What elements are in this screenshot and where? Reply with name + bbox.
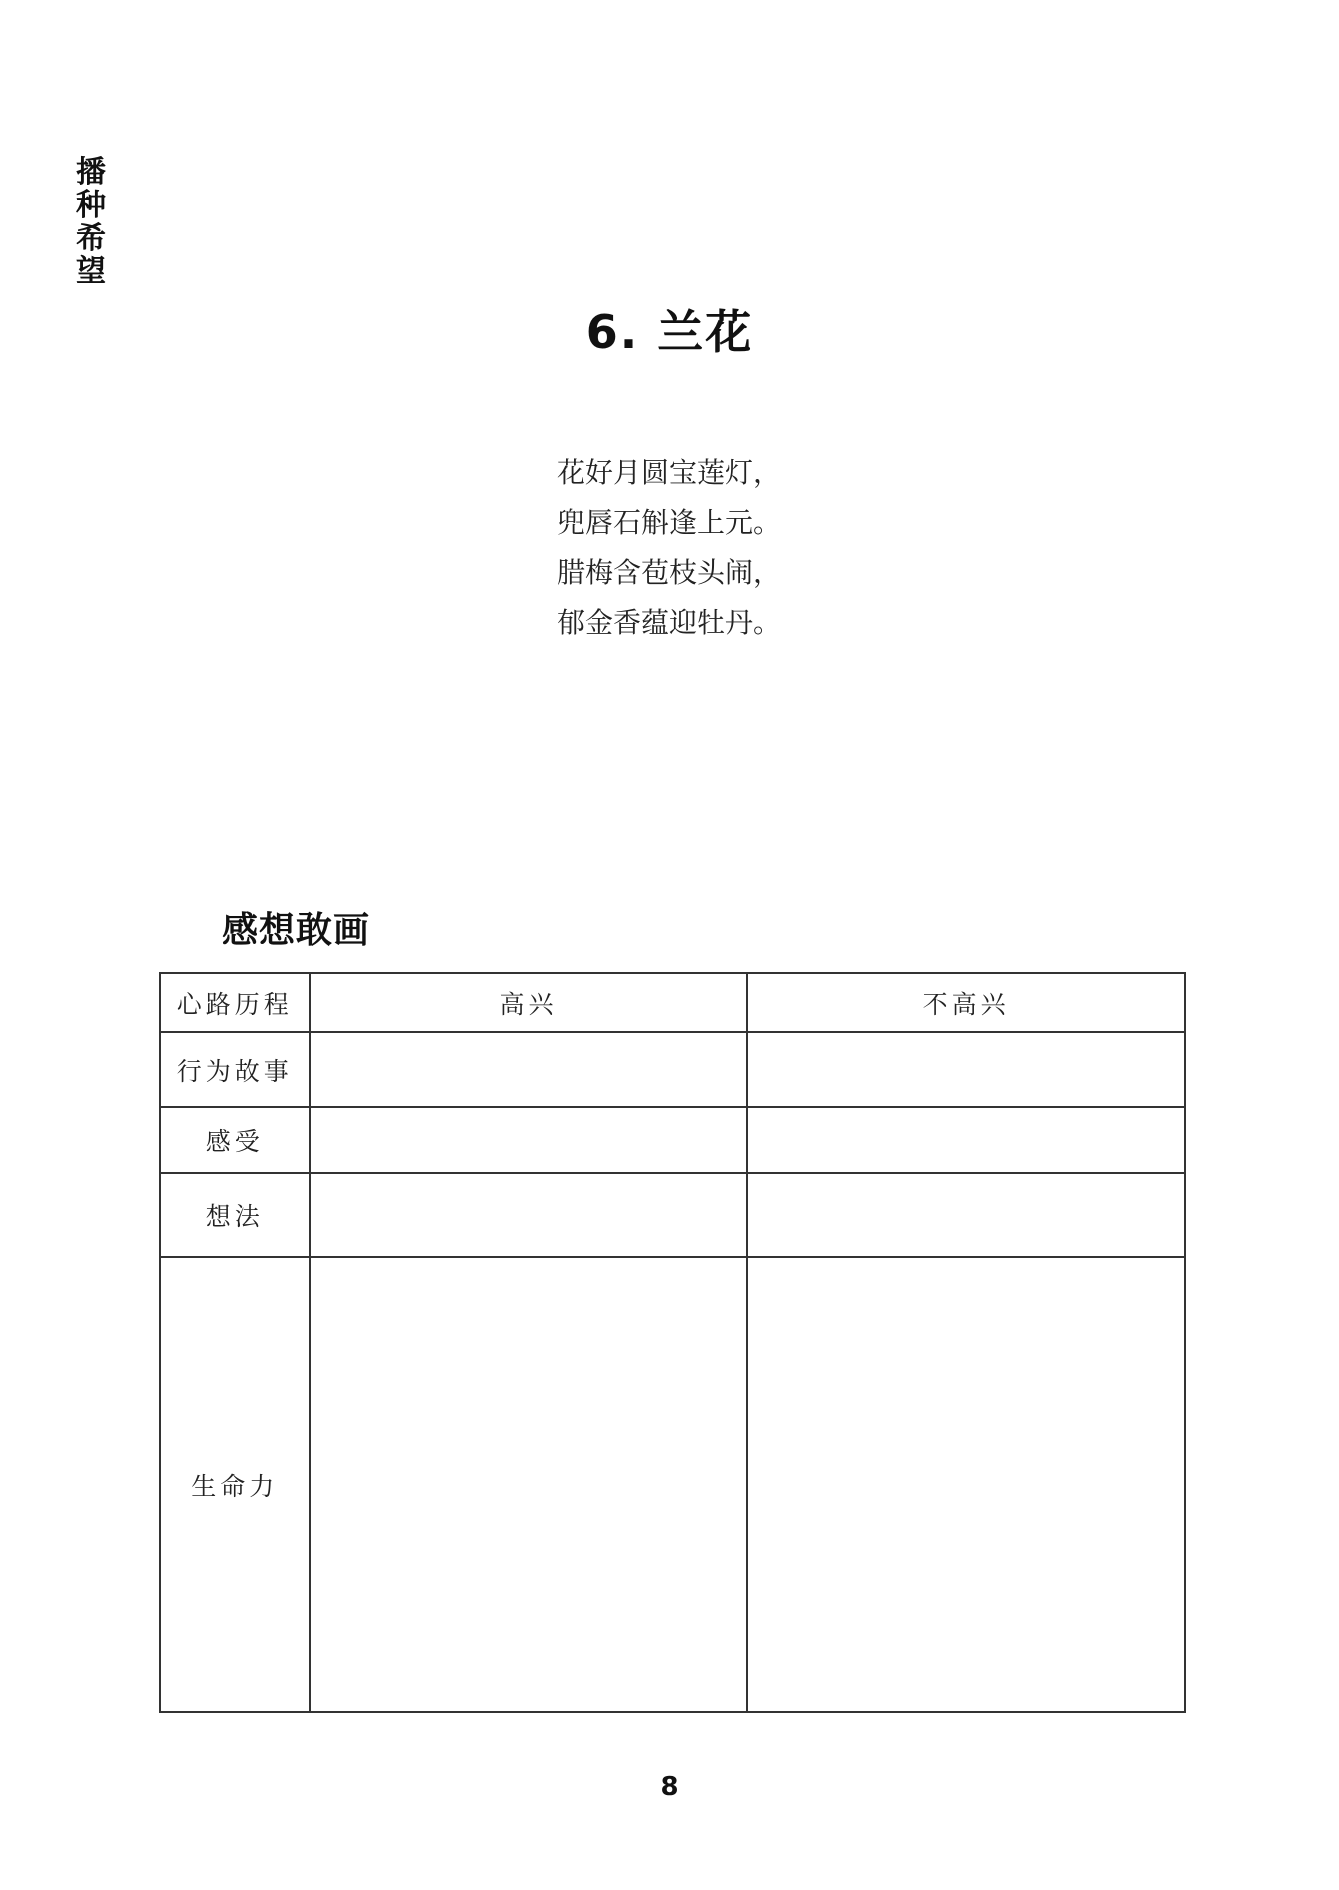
side-label-char: 望 bbox=[76, 254, 106, 289]
table-row bbox=[160, 1257, 1185, 1712]
drawing-cell-unhappy[interactable] bbox=[747, 1257, 1185, 1712]
page-number: 8 bbox=[660, 1772, 679, 1802]
side-series-label bbox=[74, 156, 108, 288]
side-label-char: 希 bbox=[76, 221, 106, 256]
answer-cell-happy[interactable] bbox=[310, 1107, 748, 1173]
poem-line: 腊梅含苞枝头闹， bbox=[557, 556, 782, 589]
page-title: 6. 兰花 bbox=[585, 305, 754, 359]
side-label-char: 种 bbox=[76, 188, 106, 223]
header-cell-journey: 心路历程 bbox=[160, 973, 310, 1032]
table-header-row bbox=[160, 973, 1185, 1032]
row-label: 想法 bbox=[160, 1173, 310, 1257]
answer-cell-unhappy[interactable] bbox=[747, 1032, 1185, 1107]
row-label: 生命力 bbox=[160, 1257, 310, 1712]
poem bbox=[557, 448, 781, 648]
poem-line: 花好月圆宝莲灯， bbox=[557, 456, 782, 489]
header-cell-unhappy: 不高兴 bbox=[747, 973, 1185, 1032]
table-row bbox=[160, 1032, 1185, 1107]
answer-cell-happy[interactable] bbox=[310, 1032, 748, 1107]
row-label: 感受 bbox=[160, 1107, 310, 1173]
row-label: 行为故事 bbox=[160, 1032, 310, 1107]
table-row bbox=[160, 1173, 1185, 1257]
drawing-cell-happy[interactable] bbox=[310, 1257, 748, 1712]
section-title: 感想敢画 bbox=[222, 910, 371, 951]
reflection-table bbox=[159, 972, 1186, 1713]
answer-cell-unhappy[interactable] bbox=[747, 1107, 1185, 1173]
poem-line: 兜唇石斛逢上元。 bbox=[557, 506, 782, 539]
poem-line: 郁金香蕴迎牡丹。 bbox=[557, 606, 782, 639]
answer-cell-unhappy[interactable] bbox=[747, 1173, 1185, 1257]
table-row bbox=[160, 1107, 1185, 1173]
header-cell-happy: 高兴 bbox=[310, 973, 748, 1032]
side-label-char: 播 bbox=[76, 155, 106, 190]
answer-cell-happy[interactable] bbox=[310, 1173, 748, 1257]
